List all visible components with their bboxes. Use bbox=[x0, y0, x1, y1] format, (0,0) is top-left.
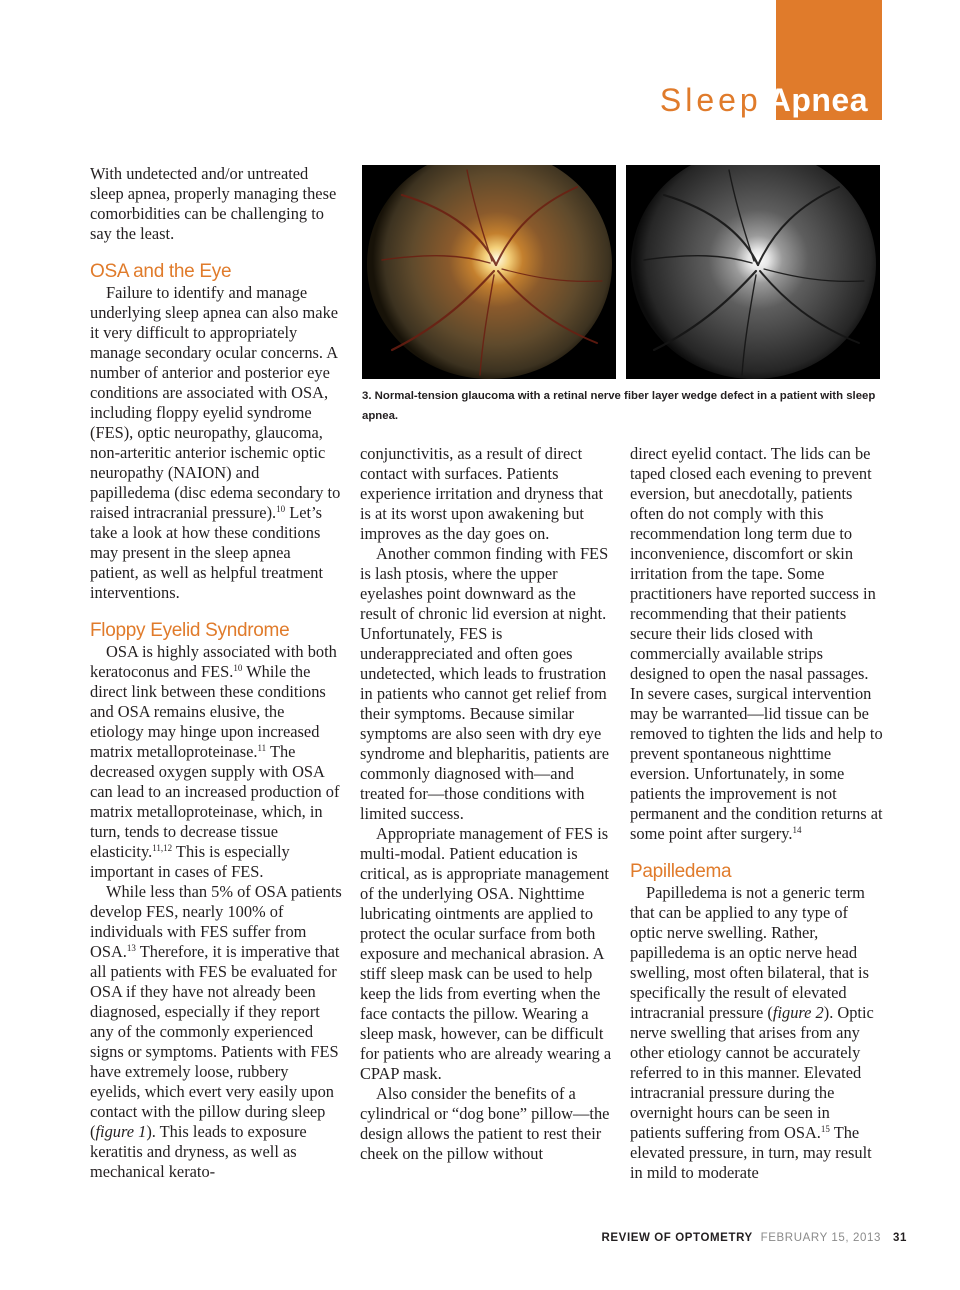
osa-paragraph-tail: Let’s take a look at how these conditions may present in the sleep apnea patient, as well as helpful treatment interventions. bbox=[90, 503, 324, 602]
citation: 10 bbox=[276, 504, 286, 514]
issue-date: FEBRUARY 15, 2013 bbox=[760, 1232, 881, 1244]
intro-paragraph: With undetected and/or untreated sleep apnea, properly managing these comorbidities can be challenging to say the least. bbox=[90, 164, 337, 243]
paragraph: Appropriate management of FES is multi-modal. Patient education is critical, as is appropriate management of the underlying OSA. Nighttime lubricating ointments are applied to protect the ocular surface from both exposure and mechanical abrasion. A stiff sleep mask can be used to help keep the lids from everting when the face contacts the pillow. Wearing a sleep mask, however, can be difficult for patients who are already wearing a CPAP mask. bbox=[360, 824, 612, 1083]
fundus-photo-red-free bbox=[626, 165, 880, 379]
heading-papilledema: Papilledema bbox=[630, 861, 732, 882]
figure-3 bbox=[362, 165, 882, 379]
section-title-word1: Sleep bbox=[659, 82, 762, 118]
section-title bbox=[660, 80, 868, 120]
retinal-vessels bbox=[626, 165, 880, 379]
citation: 10 bbox=[233, 663, 243, 673]
osa-paragraph bbox=[90, 283, 342, 603]
heading-osa-and-the-eye: OSA and the Eye bbox=[90, 261, 232, 282]
paragraph: conjunctivitis, as a result of direct contact with surfaces. Patients experience irritation and dryness that is at its worst upon awakening but improves as the day goes on. bbox=[360, 444, 604, 543]
column-2 bbox=[360, 444, 614, 1164]
citation: 14 bbox=[792, 825, 802, 835]
figure-reference: figure 2 bbox=[772, 1003, 824, 1022]
fes-text-c: The decreased oxygen supply with OSA can lead to an increased production of matrix metalloproteinase, which, in turn, tends to decrease tissue elasticity. bbox=[90, 742, 340, 861]
citation: 11 bbox=[257, 743, 267, 753]
section-title-word2: Apnea bbox=[767, 82, 868, 118]
fundus-photo-color bbox=[362, 165, 616, 379]
fes-paragraph-1 bbox=[90, 642, 342, 882]
paragraph-text: Papilledema is not a generic term that can be applied to any type of optic nerve swelling. Rather, papilledema is an optic nerve head swelling, most often bilateral, that is specifically the result of elevated intracranial pressure ( bbox=[630, 883, 869, 1022]
paragraph bbox=[630, 444, 884, 844]
heading-floppy-eyelid-syndrome: Floppy Eyelid Syndrome bbox=[90, 620, 290, 641]
citation: 13 bbox=[126, 943, 136, 953]
osa-paragraph-text: Failure to identify and manage underlying sleep apnea can also make it very difficult to appropriately manage secondary ocular concerns. A number of anterior and posterior eye conditions are associated with OSA, including floppy eyelid syndrome (FES), optic neuropathy, glaucoma, non-arteritic anterior ischemic optic neuropathy (NAION) and papilledema (disc edema secondary to raised intracranial pressure). bbox=[90, 283, 341, 522]
fes2-text-a: While less than 5% of OSA patients develop FES, nearly 100% of individuals with FES suffer from OSA. bbox=[90, 882, 342, 961]
fes-paragraph-2 bbox=[90, 882, 342, 1182]
citation: 15 bbox=[820, 1124, 830, 1134]
papilledema-paragraph bbox=[630, 883, 884, 1183]
fes2-text-b: Therefore, it is imperative that all patients with FES be evaluated for OSA if they have not already been diagnosed, especially if they report any of the commonly experienced signs or symptoms. Patients with FES have extremely loose, rubbery eyelids, which evert very easily upon contact with the pillow during sleep ( bbox=[90, 942, 340, 1141]
retinal-vessels bbox=[362, 165, 616, 379]
paragraph: Another common finding with FES is lash ptosis, where the upper eyelashes point downward as the result of chronic lid eversion at night. Unfortunately, FES is underappreciated and often goes undetected, which leads to frustration in patients who cannot get relief from their symptoms. Because similar symptoms are also seen with dry eye syndrome and blepharitis, patients are commonly diagnosed with—and treated for—those conditions with limited success. bbox=[360, 544, 609, 823]
page-number: 31 bbox=[893, 1232, 907, 1244]
citation: 11,12 bbox=[152, 843, 173, 853]
figure-caption: 3. Normal-tension glaucoma with a retinal nerve fiber layer wedge defect in a patient with sleep apnea. bbox=[362, 390, 876, 422]
figure-reference: figure 1 bbox=[95, 1122, 147, 1141]
fes-text-a: OSA is highly associated with both keratoconus and FES. bbox=[90, 642, 337, 681]
paragraph-text: The elevated pressure, in turn, may result in mild to moderate bbox=[630, 1123, 872, 1182]
paragraph: Also consider the benefits of a cylindrical or “dog bone” pillow—the design allows the patient to rest their cheek on the pillow without bbox=[360, 1084, 610, 1163]
column-1 bbox=[90, 164, 342, 1182]
fes-text-b: While the direct link between these conditions and OSA remains elusive, the etiology may hinge upon increased matrix metalloproteinase. bbox=[90, 662, 326, 761]
fes-text-d: This is especially important in cases of FES. bbox=[90, 842, 290, 881]
paragraph-text: direct eyelid contact. The lids can be taped closed each evening to prevent eversion, but anecdotally, patients often do not comply with this recommendation long term due to inconvenience, discomfort or skin irritation from the tape. Some practitioners have reported success in recommending that their patients secure their lids closed with commercially available strips designed to open the nasal passages. In severe cases, surgical intervention may be warranted—lid tissue can be removed to tighten the lids and help to prevent spontaneous nighttime eversion. Unfortunately, in some patients the improvement is not permanent and the condition returns at some point after surgery. bbox=[630, 444, 883, 843]
journal-name: REVIEW OF OPTOMETRY bbox=[601, 1232, 753, 1244]
column-3 bbox=[630, 444, 884, 1183]
fes2-text-c: ). This leads to exposure keratitis and dryness, as well as mechanical kerato- bbox=[90, 1122, 307, 1181]
paragraph-text: ). Optic nerve swelling that arises from any other etiology cannot be accurately referred to in this manner. Elevated intracranial pressure during the overnight hours can be seen in patients suffering from OSA. bbox=[630, 1003, 874, 1142]
page-footer bbox=[602, 1232, 908, 1244]
